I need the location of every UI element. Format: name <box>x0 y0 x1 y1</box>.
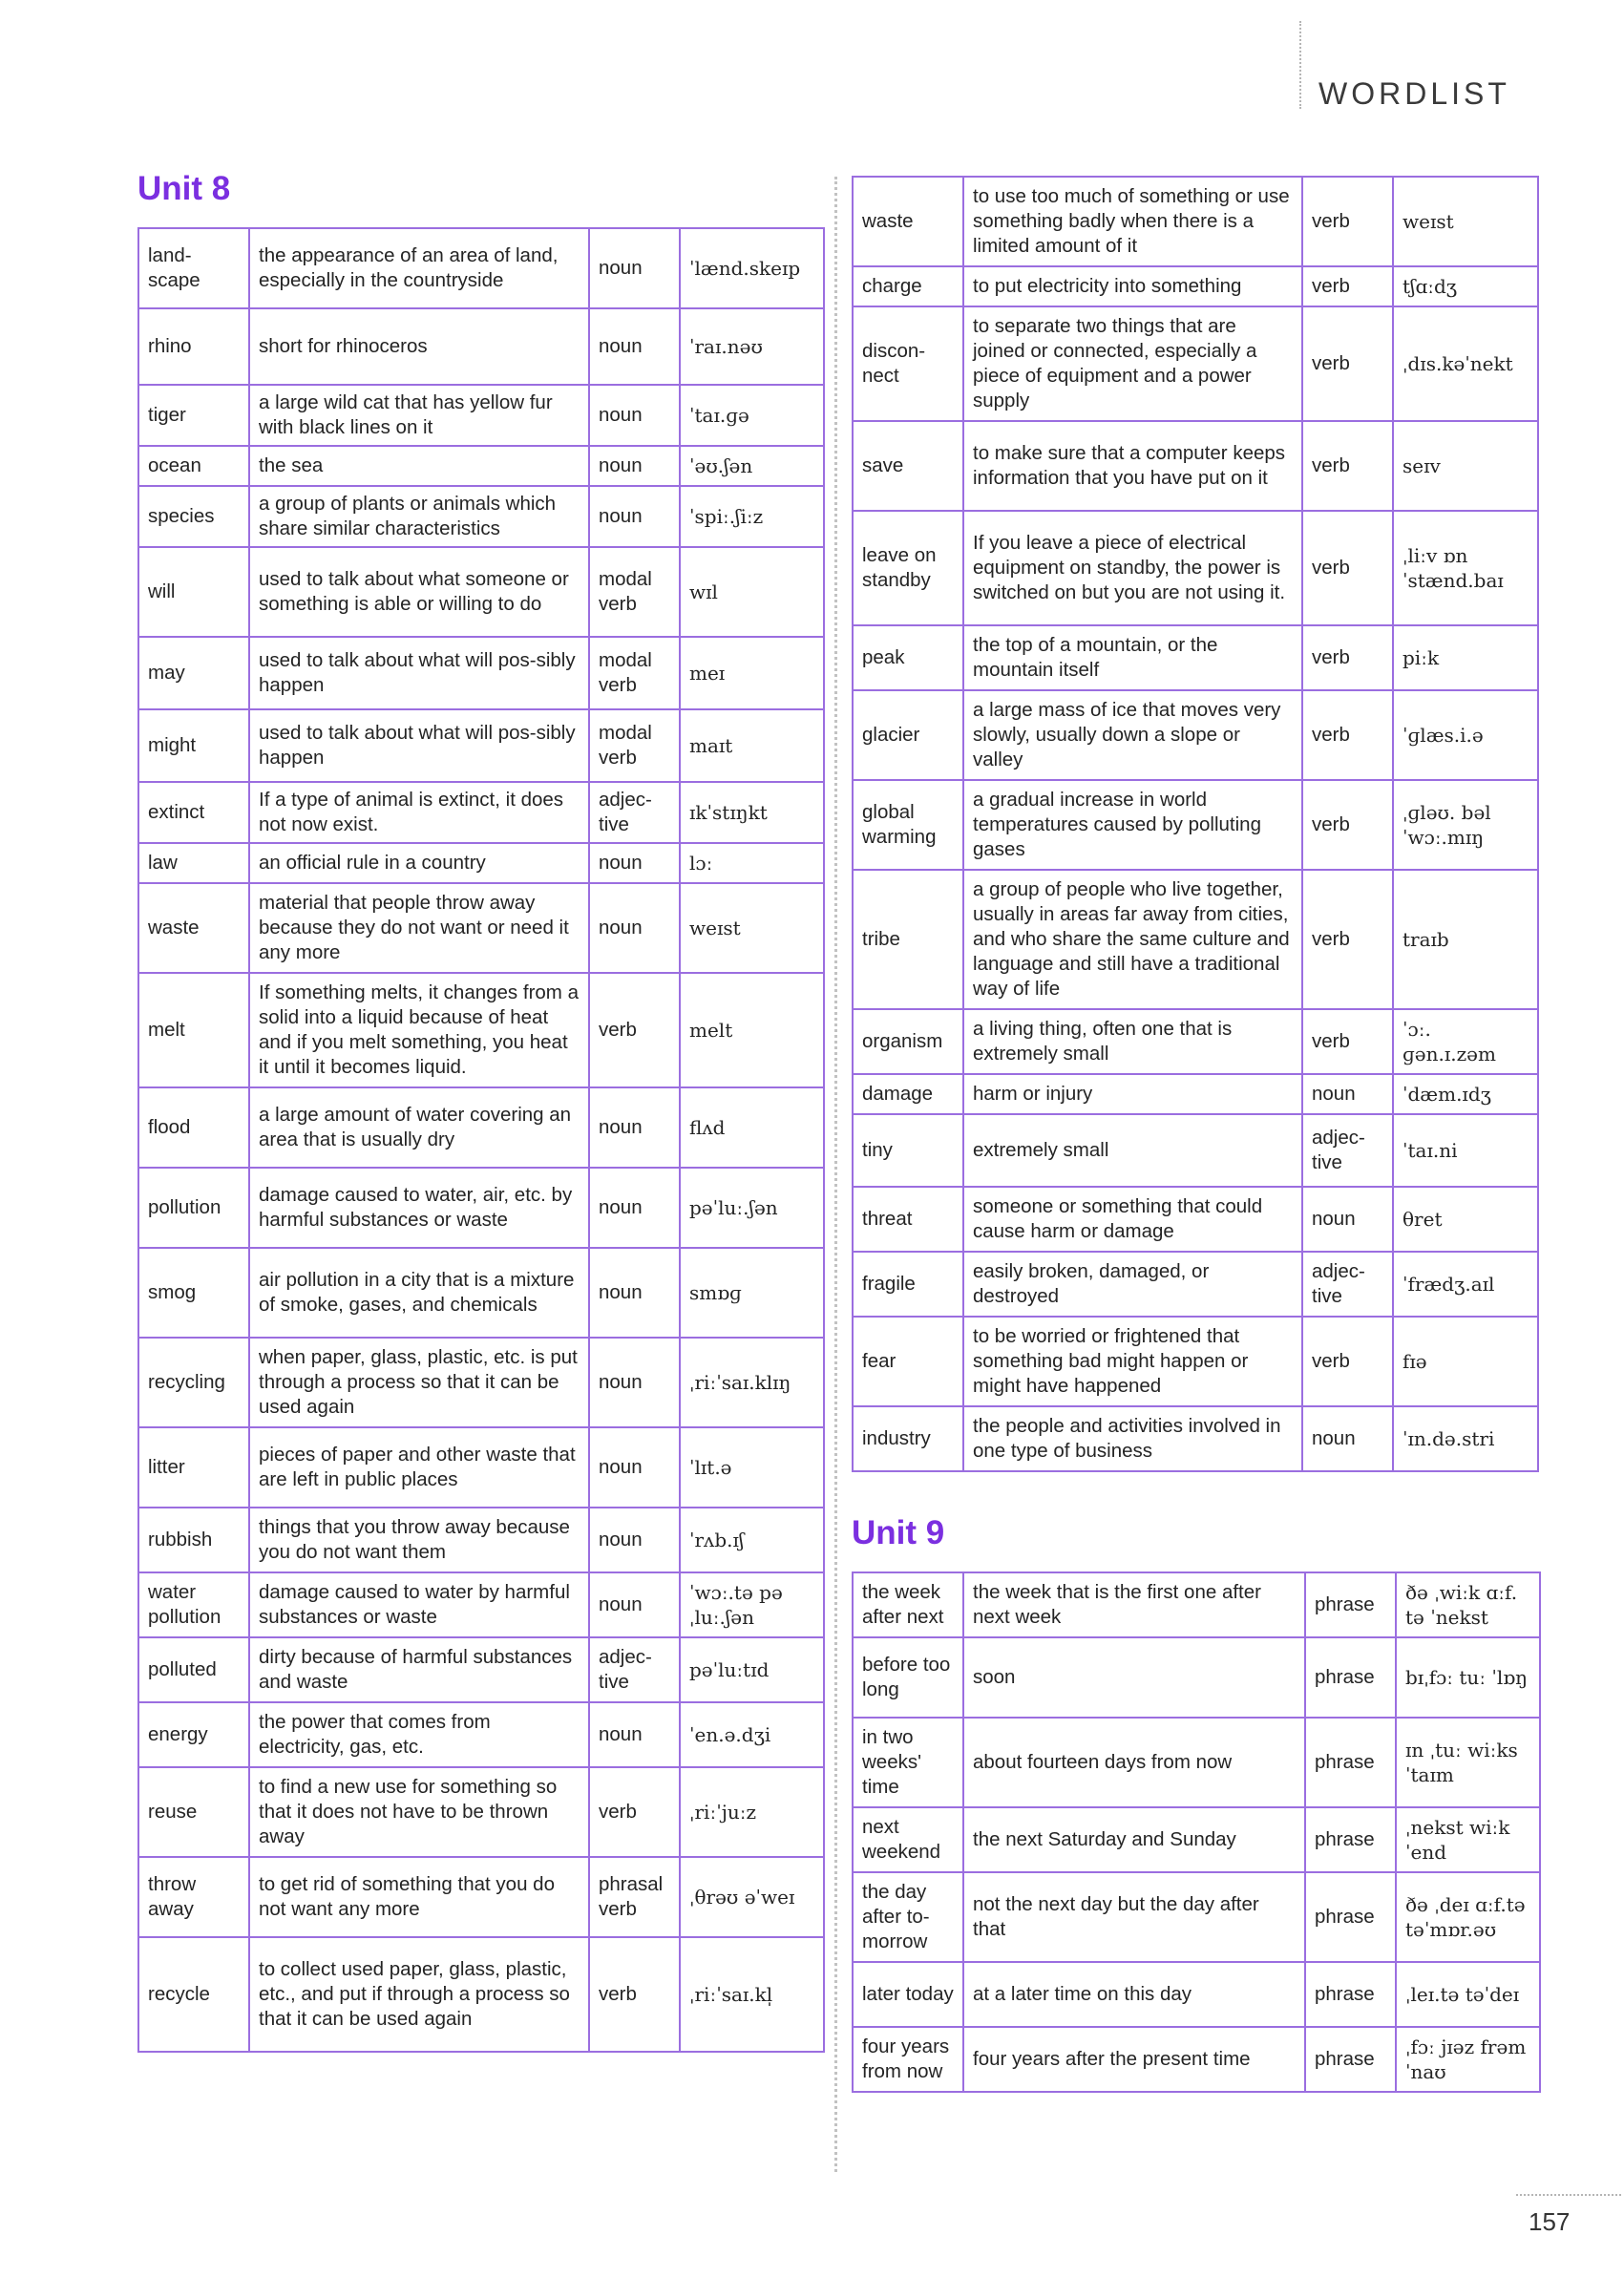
definition-cell: used to talk about what someone or something is able or willing to do <box>249 547 589 637</box>
definition-cell: to make sure that a computer keeps information that you have put on it <box>963 421 1302 511</box>
wordlist-row <box>853 1252 1538 1317</box>
wordlist-row <box>138 973 824 1087</box>
pron-cell: meɪ <box>680 637 824 709</box>
definition-cell: If you leave a piece of electrical equipment on standby, the power is switched on but you are not using it. <box>963 511 1302 625</box>
pron-cell: flʌd <box>680 1087 824 1168</box>
wordlist-row <box>138 228 824 308</box>
pos-cell: phrase <box>1305 1637 1396 1718</box>
word-cell: extinct <box>138 782 249 843</box>
pron-cell: ˌleɪ.tə təˈdeɪ <box>1396 1962 1540 2027</box>
definition-cell: the next Saturday and Sunday <box>963 1807 1305 1872</box>
definition-cell: air pollution in a city that is a mixture of smoke, gases, and chemicals <box>249 1248 589 1338</box>
column-divider <box>834 177 837 2172</box>
definition-cell: damage caused to water, air, etc. by harmful substances or waste <box>249 1168 589 1248</box>
unit9-table <box>852 1571 1541 2093</box>
word-cell: might <box>138 709 249 782</box>
pos-cell: verb <box>1302 625 1393 690</box>
wordlist-row <box>138 637 824 709</box>
pos-cell: phrase <box>1305 1718 1396 1807</box>
pos-cell: phrase <box>1305 2027 1396 2092</box>
word-cell: flood <box>138 1087 249 1168</box>
word-cell: land- scape <box>138 228 249 308</box>
pron-cell: ˈraɪ.nəʊ <box>680 308 824 385</box>
wordlist-row <box>138 782 824 843</box>
wordlist-row <box>853 1572 1540 1637</box>
definition-cell: to be worried or frightened that something bad might happen or might have happened <box>963 1317 1302 1406</box>
word-cell: recycle <box>138 1937 249 2052</box>
pron-cell: ˌdɪs.kəˈnekt <box>1393 306 1538 421</box>
word-cell: litter <box>138 1427 249 1508</box>
pron-cell: bɪˌfɔː tuː ˈlɒŋ <box>1396 1637 1540 1718</box>
wordlist-row <box>138 1857 824 1937</box>
pos-cell: phrase <box>1305 1962 1396 2027</box>
pos-cell: adjec-tive <box>589 1637 680 1702</box>
pos-cell: noun <box>589 1087 680 1168</box>
unit8-table <box>137 227 825 2053</box>
pron-cell: weɪst <box>1393 177 1538 266</box>
wordlist-row <box>853 1962 1540 2027</box>
pron-cell: weɪst <box>680 883 824 973</box>
wordlist-row <box>853 511 1538 625</box>
definition-cell: a group of people who live together, usually in areas far away from cities, and who share the same culture and language and still have a traditional way of life <box>963 870 1302 1009</box>
pron-cell: ˈɔː. ɡən.ɪ.zəm <box>1393 1009 1538 1074</box>
word-cell: damage <box>853 1074 963 1114</box>
definition-cell: easily broken, damaged, or destroyed <box>963 1252 1302 1317</box>
word-cell: the day after to-morrow <box>853 1872 963 1962</box>
wordlist-row <box>853 306 1538 421</box>
word-cell: leave on standby <box>853 511 963 625</box>
wordlist-row <box>138 883 824 973</box>
definition-cell: to find a new use for something so that it does not have to be thrown away <box>249 1767 589 1857</box>
word-cell: threat <box>853 1187 963 1252</box>
word-cell: fragile <box>853 1252 963 1317</box>
definition-cell: dirty because of harmful substances and waste <box>249 1637 589 1702</box>
pron-cell: ˌriːˈsaɪ.klɪŋ <box>680 1338 824 1427</box>
pos-cell: noun <box>589 446 680 486</box>
definition-cell: soon <box>963 1637 1305 1718</box>
pos-cell: modal verb <box>589 709 680 782</box>
word-cell: later today <box>853 1962 963 2027</box>
definition-cell: a living thing, often one that is extremely small <box>963 1009 1302 1074</box>
wordlist-row <box>138 1427 824 1508</box>
footer-divider <box>1516 2194 1621 2196</box>
pron-cell: smɒɡ <box>680 1248 824 1338</box>
word-cell: fear <box>853 1317 963 1406</box>
pron-cell: ˌɡləʊ. bəlˈwɔː.mɪŋ <box>1393 780 1538 870</box>
pron-cell: ɪn ˌtuː wiːks ˈtaɪm <box>1396 1718 1540 1807</box>
definition-cell: four years after the present time <box>963 2027 1305 2092</box>
wordlist-row <box>853 266 1538 306</box>
pron-cell: ðə ˌdeɪ ɑːf.tə təˈmɒr.əʊ <box>1396 1872 1540 1962</box>
word-cell: tribe <box>853 870 963 1009</box>
pron-cell: maɪt <box>680 709 824 782</box>
word-cell: throw away <box>138 1857 249 1937</box>
wordlist-row <box>853 1807 1540 1872</box>
definition-cell: a large mass of ice that moves very slowly, usually down a slope or valley <box>963 690 1302 780</box>
wordlist-row <box>853 2027 1540 2092</box>
word-cell: global warming <box>853 780 963 870</box>
pron-cell: ðə ˌwiːk ɑːf. tə ˈnekst <box>1396 1572 1540 1637</box>
pos-cell: noun <box>589 843 680 883</box>
pron-cell: ˌriːˈjuːz <box>680 1767 824 1857</box>
pron-cell: traɪb <box>1393 870 1538 1009</box>
pos-cell: noun <box>589 308 680 385</box>
word-cell: ocean <box>138 446 249 486</box>
pron-cell: ɪkˈstɪŋkt <box>680 782 824 843</box>
pron-cell: lɔː <box>680 843 824 883</box>
pron-cell: ˈtaɪ.ni <box>1393 1114 1538 1187</box>
pron-cell: wɪl <box>680 547 824 637</box>
wordlist-row <box>138 709 824 782</box>
pron-cell: ˈɡlæs.i.ə <box>1393 690 1538 780</box>
pron-cell: piːk <box>1393 625 1538 690</box>
word-cell: glacier <box>853 690 963 780</box>
word-cell: melt <box>138 973 249 1087</box>
definition-cell: If something melts, it changes from a solid into a liquid because of heat and if you melt something, you heat it until it becomes liquid. <box>249 973 589 1087</box>
pos-cell: phrase <box>1305 1872 1396 1962</box>
word-cell: four years from now <box>853 2027 963 2092</box>
pron-cell: melt <box>680 973 824 1087</box>
word-cell: industry <box>853 1406 963 1471</box>
pos-cell: modal verb <box>589 547 680 637</box>
word-cell: tiny <box>853 1114 963 1187</box>
wordlist-row <box>138 1767 824 1857</box>
wordlist-row <box>853 870 1538 1009</box>
word-cell: law <box>138 843 249 883</box>
definition-cell: when paper, glass, plastic, etc. is put through a process so that it can be used again <box>249 1338 589 1427</box>
wordlist-row <box>853 1009 1538 1074</box>
unit9-title: Unit 9 <box>852 1514 945 1551</box>
definition-cell: a gradual increase in world temperatures caused by polluting gases <box>963 780 1302 870</box>
pos-cell: noun <box>1302 1187 1393 1252</box>
wordlist-row <box>138 1572 824 1637</box>
wordlist-row <box>138 1087 824 1168</box>
wordlist-row <box>138 1338 824 1427</box>
definition-cell: not the next day but the day after that <box>963 1872 1305 1962</box>
wordlist-row <box>853 780 1538 870</box>
wordlist-row <box>138 486 824 547</box>
pron-cell: ˈəʊ.ʃən <box>680 446 824 486</box>
wordlist-row <box>138 1637 824 1702</box>
definition-cell: the sea <box>249 446 589 486</box>
word-cell: before too long <box>853 1637 963 1718</box>
pos-cell: noun <box>589 1248 680 1338</box>
definition-cell: someone or something that could cause harm or damage <box>963 1187 1302 1252</box>
pron-cell: ˈspiː.ʃiːz <box>680 486 824 547</box>
definition-cell: damage caused to water by harmful substances or waste <box>249 1572 589 1637</box>
definition-cell: a group of plants or animals which share similar characteristics <box>249 486 589 547</box>
definition-cell: an official rule in a country <box>249 843 589 883</box>
pos-cell: adjec-tive <box>589 782 680 843</box>
wordlist-row <box>138 1248 824 1338</box>
pos-cell: verb <box>1302 511 1393 625</box>
definition-cell: to put electricity into something <box>963 266 1302 306</box>
definition-cell: If a type of animal is extinct, it does not now exist. <box>249 782 589 843</box>
pron-cell: ˈdæm.ɪdʒ <box>1393 1074 1538 1114</box>
word-cell: species <box>138 486 249 547</box>
word-cell: save <box>853 421 963 511</box>
pos-cell: noun <box>589 1427 680 1508</box>
word-cell: waste <box>138 883 249 973</box>
definition-cell: the people and activities involved in one type of business <box>963 1406 1302 1471</box>
pos-cell: noun <box>589 1338 680 1427</box>
pron-cell: ˈfrædʒ.aɪl <box>1393 1252 1538 1317</box>
wordlist-row <box>853 421 1538 511</box>
definition-cell: harm or injury <box>963 1074 1302 1114</box>
section-title: WORDLIST <box>1318 76 1510 111</box>
word-cell: smog <box>138 1248 249 1338</box>
wordlist-row <box>138 1168 824 1248</box>
unit8-continued-table <box>852 176 1539 1472</box>
pos-cell: noun <box>589 1508 680 1572</box>
wordlist-row <box>138 1937 824 2052</box>
pos-cell: phrase <box>1305 1572 1396 1637</box>
pos-cell: noun <box>589 883 680 973</box>
pos-cell: verb <box>589 973 680 1087</box>
definition-cell: to separate two things that are joined or connected, especially a piece of equipment and a power supply <box>963 306 1302 421</box>
definition-cell: a large wild cat that has yellow fur with black lines on it <box>249 385 589 446</box>
pos-cell: phrase <box>1305 1807 1396 1872</box>
wordlist-row <box>138 843 824 883</box>
page-number: 157 <box>1529 2207 1571 2236</box>
definition-cell: short for rhinoceros <box>249 308 589 385</box>
pron-cell: ˈlɪt.ə <box>680 1427 824 1508</box>
pron-cell: ˈwɔː.tə pəˌluː.ʃən <box>680 1572 824 1637</box>
pron-cell: fɪə <box>1393 1317 1538 1406</box>
pos-cell: noun <box>1302 1406 1393 1471</box>
wordlist-row <box>853 1317 1538 1406</box>
pron-cell: ˈrʌb.ɪʃ <box>680 1508 824 1572</box>
header-divider <box>1299 21 1301 109</box>
pron-cell: ˌnekst wiːkˈend <box>1396 1807 1540 1872</box>
word-cell: peak <box>853 625 963 690</box>
wordlist-row <box>138 385 824 446</box>
pos-cell: noun <box>589 1572 680 1637</box>
pron-cell: pəˈluː.ʃən <box>680 1168 824 1248</box>
definition-cell: the appearance of an area of land, especially in the countryside <box>249 228 589 308</box>
wordlist-row <box>853 1718 1540 1807</box>
word-cell: recycling <box>138 1338 249 1427</box>
word-cell: in two weeks' time <box>853 1718 963 1807</box>
word-cell: polluted <box>138 1637 249 1702</box>
word-cell: charge <box>853 266 963 306</box>
pron-cell: ˈen.ə.dʒi <box>680 1702 824 1767</box>
word-cell: tiger <box>138 385 249 446</box>
pos-cell: verb <box>589 1937 680 2052</box>
definition-cell: at a later time on this day <box>963 1962 1305 2027</box>
definition-cell: extremely small <box>963 1114 1302 1187</box>
word-cell: the week after next <box>853 1572 963 1637</box>
pron-cell: ˈlænd.skeɪp <box>680 228 824 308</box>
pron-cell: ˌθrəʊ əˈweɪ <box>680 1857 824 1937</box>
definition-cell: used to talk about what will pos-sibly happen <box>249 709 589 782</box>
pron-cell: ˌfɔː jɪəz frəm ˈnaʊ <box>1396 2027 1540 2092</box>
definition-cell: material that people throw away because they do not want or need it any more <box>249 883 589 973</box>
word-cell: discon-nect <box>853 306 963 421</box>
wordlist-row <box>853 1187 1538 1252</box>
pron-cell: pəˈluːtɪd <box>680 1637 824 1702</box>
word-cell: will <box>138 547 249 637</box>
word-cell: pollution <box>138 1168 249 1248</box>
definition-cell: a large amount of water covering an area that is usually dry <box>249 1087 589 1168</box>
pron-cell: tʃɑːdʒ <box>1393 266 1538 306</box>
word-cell: organism <box>853 1009 963 1074</box>
word-cell: rubbish <box>138 1508 249 1572</box>
pos-cell: noun <box>1302 1074 1393 1114</box>
definition-cell: the top of a mountain, or the mountain itself <box>963 625 1302 690</box>
pron-cell: ˌriːˈsaɪ.kl̩ <box>680 1937 824 2052</box>
wordlist-row <box>853 1074 1538 1114</box>
wordlist-row <box>138 1508 824 1572</box>
pron-cell: θret <box>1393 1187 1538 1252</box>
definition-cell: the power that comes from electricity, gas, etc. <box>249 1702 589 1767</box>
word-cell: water pollution <box>138 1572 249 1637</box>
pos-cell: modal verb <box>589 637 680 709</box>
pos-cell: noun <box>589 1702 680 1767</box>
wordlist-row <box>138 1702 824 1767</box>
pron-cell: ˈtaɪ.ɡə <box>680 385 824 446</box>
definition-cell: the week that is the first one after next week <box>963 1572 1305 1637</box>
wordlist-row <box>853 177 1538 266</box>
wordlist-row <box>138 547 824 637</box>
definition-cell: about fourteen days from now <box>963 1718 1305 1807</box>
word-cell: reuse <box>138 1767 249 1857</box>
definition-cell: used to talk about what will pos-sibly happen <box>249 637 589 709</box>
wordlist-row <box>853 690 1538 780</box>
pos-cell: verb <box>1302 177 1393 266</box>
pos-cell: phrasal verb <box>589 1857 680 1937</box>
pron-cell: ˌliːv ɒn ˈstænd.baɪ <box>1393 511 1538 625</box>
pron-cell: ˈɪn.də.stri <box>1393 1406 1538 1471</box>
word-cell: energy <box>138 1702 249 1767</box>
pos-cell: verb <box>1302 870 1393 1009</box>
pos-cell: noun <box>589 385 680 446</box>
definition-cell: to collect used paper, glass, plastic, etc., and put if through a process so that it can be used again <box>249 1937 589 2052</box>
definition-cell: to get rid of something that you do not want any more <box>249 1857 589 1937</box>
definition-cell: things that you throw away because you do not want them <box>249 1508 589 1572</box>
wordlist-row <box>853 1637 1540 1718</box>
definition-cell: pieces of paper and other waste that are left in public places <box>249 1427 589 1508</box>
pos-cell: verb <box>1302 1317 1393 1406</box>
pos-cell: noun <box>589 228 680 308</box>
pos-cell: verb <box>1302 1009 1393 1074</box>
pos-cell: verb <box>589 1767 680 1857</box>
pos-cell: verb <box>1302 306 1393 421</box>
pos-cell: adjec-tive <box>1302 1252 1393 1317</box>
pos-cell: adjec-tive <box>1302 1114 1393 1187</box>
pron-cell: seɪv <box>1393 421 1538 511</box>
definition-cell: to use too much of something or use something badly when there is a limited amount of it <box>963 177 1302 266</box>
word-cell: next weekend <box>853 1807 963 1872</box>
pos-cell: verb <box>1302 780 1393 870</box>
wordlist-row <box>853 1114 1538 1187</box>
unit8-title: Unit 8 <box>137 170 231 207</box>
wordlist-row <box>853 1406 1538 1471</box>
pos-cell: verb <box>1302 266 1393 306</box>
word-cell: may <box>138 637 249 709</box>
pos-cell: noun <box>589 1168 680 1248</box>
pos-cell: noun <box>589 486 680 547</box>
wordlist-row <box>138 446 824 486</box>
wordlist-row <box>853 625 1538 690</box>
word-cell: waste <box>853 177 963 266</box>
wordlist-row <box>853 1872 1540 1962</box>
word-cell: rhino <box>138 308 249 385</box>
wordlist-row <box>138 308 824 385</box>
pos-cell: verb <box>1302 690 1393 780</box>
pos-cell: verb <box>1302 421 1393 511</box>
